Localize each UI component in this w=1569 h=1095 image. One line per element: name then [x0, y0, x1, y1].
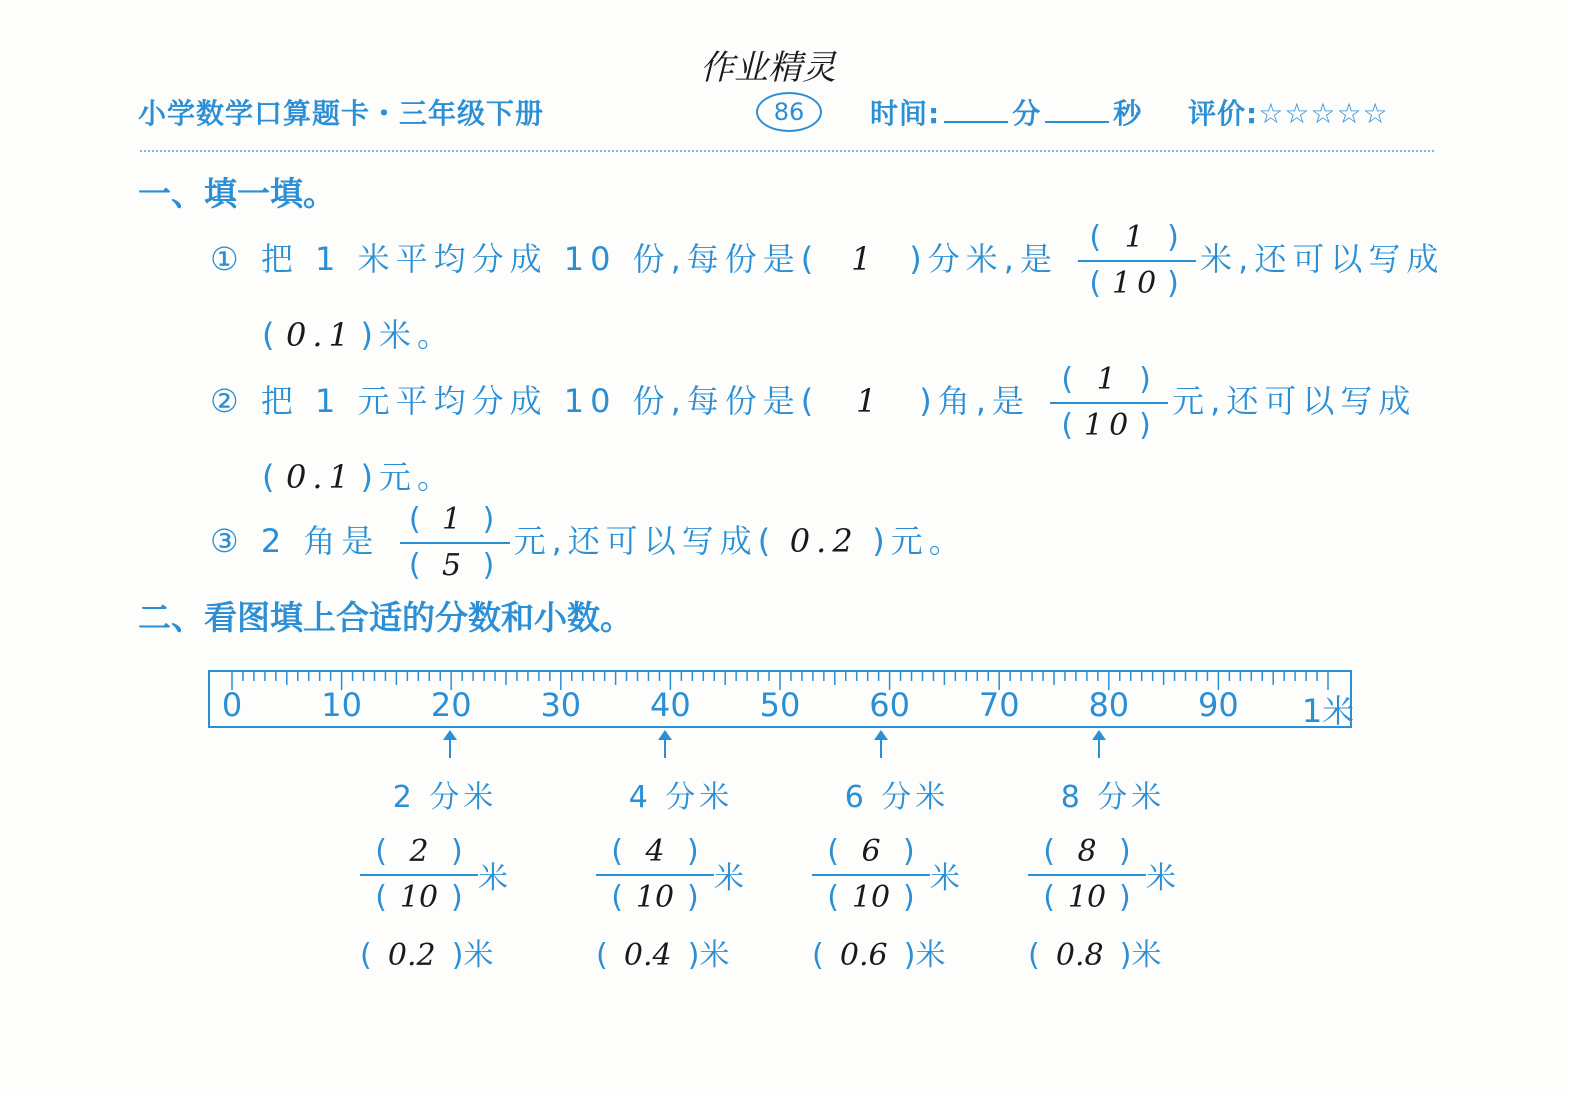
q3-frac-den[interactable]: 5	[442, 548, 468, 583]
ruler-label: 10	[321, 686, 362, 724]
q1-marker: ①	[210, 240, 245, 278]
item-decimal[interactable]: 0.6	[839, 938, 888, 973]
item-decimal-unit: 米	[699, 938, 730, 973]
question-2	[210, 360, 1416, 446]
item-decimal[interactable]: 0.8	[1055, 938, 1104, 973]
ruler-label: 20	[430, 686, 472, 724]
question-2-cont	[262, 452, 455, 498]
q1-answer-a[interactable]: 1	[851, 240, 878, 278]
dm-label: 6 分米	[844, 780, 950, 815]
q2-text-b: )角,是	[919, 382, 1030, 420]
item-fraction: $\frac{( 4 )}{( 10 )}$	[596, 832, 714, 918]
item-den[interactable]: 10	[399, 880, 439, 915]
q2-text-a: 把 1 元平均分成 10 份,每份是(	[260, 382, 820, 420]
item-fraction: $\frac{( 6 )}{( 10 )}$	[812, 832, 930, 918]
fraction-row	[360, 832, 530, 918]
dm-label: 2 分米	[392, 780, 498, 815]
decimal-row: ( 0.6 )米	[812, 938, 946, 973]
q2-open: (	[262, 458, 281, 496]
header-divider	[140, 150, 1434, 152]
q3-marker: ③	[210, 522, 245, 560]
second-label: 秒	[1113, 97, 1143, 130]
arrow-40	[664, 736, 666, 758]
ruler-label: 0	[221, 686, 243, 724]
fraction-row	[812, 832, 982, 918]
item-num[interactable]: 2	[409, 834, 429, 869]
q3-fraction: $\frac{( 1 )}{( 5 )}$	[400, 500, 510, 586]
section2-title: 二、看图填上合适的分数和小数。	[138, 598, 633, 637]
second-blank[interactable]	[1045, 121, 1109, 123]
minute-label: 分	[1012, 97, 1042, 130]
q1-text-c: 米,还可以写成	[1200, 240, 1445, 278]
time-label: 时间:	[870, 97, 941, 130]
item-decimal-unit: 米	[915, 938, 946, 973]
decimal-row: ( 0.4 )米	[596, 938, 730, 973]
ruler-label: 30	[540, 686, 582, 724]
ruler-label: 40	[650, 686, 691, 724]
section1-title: 一、填一填。	[138, 174, 336, 213]
q1-answer-c[interactable]: 0.1	[286, 316, 355, 354]
arrow-20	[449, 736, 451, 758]
item-unit: 米	[714, 861, 744, 896]
item-den[interactable]: 10	[851, 880, 891, 915]
q1-frac-den[interactable]: 10	[1112, 266, 1163, 301]
item-decimal[interactable]: 0.2	[387, 938, 436, 973]
q2-frac-num[interactable]: 1	[1096, 362, 1122, 397]
item-fraction: $\frac{( 2 )}{( 10 )}$	[360, 832, 478, 918]
answer-column	[596, 772, 766, 974]
answer-column	[812, 772, 982, 974]
ruler	[208, 670, 1355, 730]
time-field	[870, 92, 1142, 132]
question-1-cont	[262, 310, 455, 356]
item-unit: 米	[478, 861, 508, 896]
ruler-label: 50	[759, 686, 801, 724]
q2-answer-c[interactable]: 0.1	[286, 458, 355, 496]
q3-text-a: 2 角是	[260, 522, 380, 560]
q1-text-a: 把 1 米平均分成 10 份,每份是(	[260, 240, 820, 278]
answer-column	[360, 772, 530, 974]
item-num[interactable]: 8	[1077, 834, 1097, 869]
item-decimal[interactable]: 0.4	[623, 938, 672, 973]
arrow-60	[880, 736, 882, 758]
dm-label: 4 分米	[628, 780, 734, 815]
q2-fraction: $\frac{( 1 )}{( 10 )}$	[1050, 360, 1168, 446]
q3-text-c: )元。	[872, 522, 967, 560]
answer-column	[1028, 772, 1198, 974]
item-fraction: $\frac{( 8 )}{( 10 )}$	[1028, 832, 1146, 918]
ruler-label: 70	[978, 686, 1020, 724]
minute-blank[interactable]	[944, 121, 1008, 123]
q2-text-c: 元,还可以写成	[1172, 382, 1417, 420]
item-den[interactable]: 10	[635, 880, 675, 915]
ruler-label: 1米	[1301, 692, 1355, 730]
q3-text-b: 元,还可以写成(	[513, 522, 777, 560]
q1-frac-num[interactable]: 1	[1124, 220, 1150, 255]
q2-frac-den[interactable]: 10	[1084, 408, 1135, 443]
q2-answer-a[interactable]: 1	[856, 382, 883, 420]
q3-answer[interactable]: 0.2	[789, 522, 859, 560]
decimal-row: ( 0.8 )米	[1028, 938, 1162, 973]
rating-label: 评价:	[1188, 97, 1259, 130]
fraction-row	[596, 832, 766, 918]
q2-marker: ②	[210, 382, 245, 420]
q1-text-b: )分米,是	[909, 240, 1058, 278]
q1-text-d: )米。	[360, 316, 455, 354]
handwritten-note: 作业精灵	[700, 48, 836, 88]
item-den[interactable]: 10	[1067, 880, 1107, 915]
item-decimal-unit: 米	[1131, 938, 1162, 973]
item-unit: 米	[1146, 861, 1176, 896]
fraction-row	[1028, 832, 1198, 918]
rating-stars[interactable]: ☆☆☆☆☆	[1258, 97, 1389, 130]
q1-fraction: $\frac{( 1 )}{( 10 )}$	[1078, 218, 1196, 304]
arrow-80	[1098, 736, 1100, 758]
item-num[interactable]: 6	[861, 834, 881, 869]
decimal-row: ( 0.2 )米	[360, 938, 494, 973]
q2-text-d: )元。	[360, 458, 455, 496]
ruler-label: 60	[869, 686, 910, 724]
ruler-label: 90	[1198, 686, 1239, 724]
dm-label: 8 分米	[1060, 780, 1166, 815]
book-title: 小学数学口算题卡・三年级下册	[138, 97, 545, 130]
item-unit: 米	[930, 861, 960, 896]
question-3	[210, 500, 967, 586]
ruler-label: 80	[1088, 686, 1130, 724]
rating	[1188, 92, 1389, 132]
q1-open: (	[262, 316, 281, 354]
question-1	[210, 218, 1444, 304]
item-decimal-unit: 米	[463, 938, 494, 973]
item-num[interactable]: 4	[645, 834, 665, 869]
q3-frac-num[interactable]: 1	[442, 502, 468, 537]
page-number: 86	[756, 92, 822, 132]
